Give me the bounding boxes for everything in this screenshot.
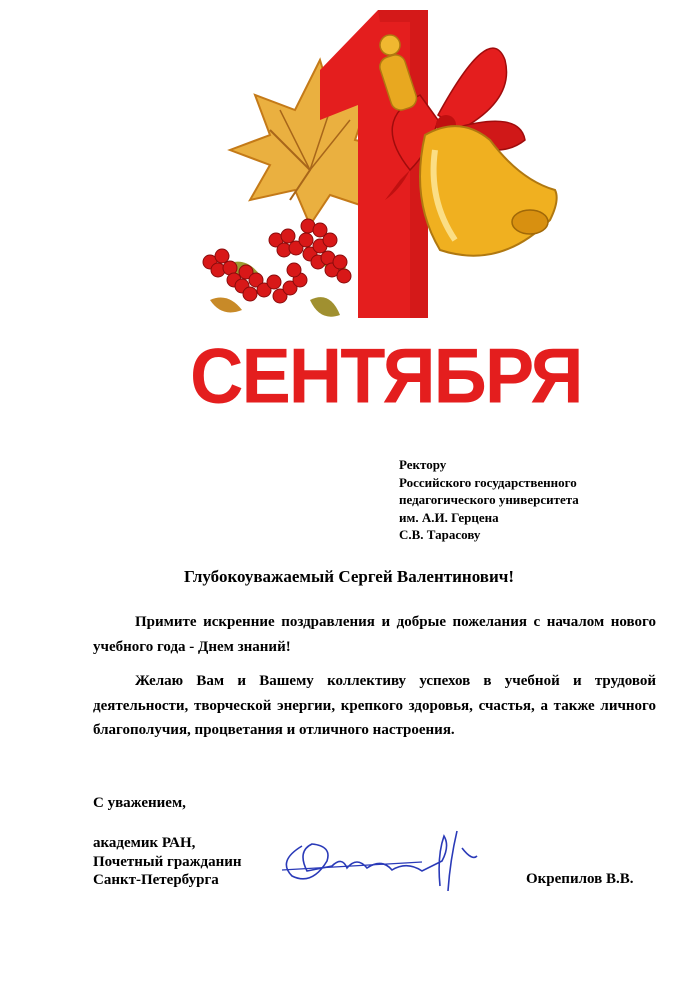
- signer-title-line: Санкт-Петербурга: [93, 872, 219, 888]
- letter-greeting: Глубокоуважаемый Сергей Валентинович!: [183, 567, 515, 586]
- addressee-block: [399, 456, 579, 544]
- signer-title-line: Почетный гражданин: [93, 853, 242, 870]
- addressee-line: им. А.И. Герцена: [399, 509, 499, 525]
- month-title: СЕНТЯБРЯ: [190, 331, 582, 420]
- addressee-line: педагогического университета: [399, 492, 579, 507]
- body-paragraph: Примите искренние поздравления и добрые пожелания с началом нового учебного года - Днем знаний!: [93, 614, 656, 655]
- body-paragraph: Желаю Вам и Вашему коллективу успехов в учебной и трудовой деятельности, творческой энергии, крепкого здоровья, счастья, а также личного благополучия, процветания и отличного настроения.: [93, 673, 656, 738]
- addressee-line: Российского государственного: [399, 474, 577, 490]
- signer-name: Окрепилов В.В.: [526, 871, 634, 887]
- addressee-line: Ректору: [399, 457, 447, 472]
- signer-title-line: академик РАН,: [93, 835, 196, 851]
- rowan-berries-icon: [203, 219, 351, 303]
- signer-title-block: [93, 834, 242, 890]
- closing-regards: С уважением,: [93, 795, 186, 811]
- handwritten-signature: [272, 826, 492, 896]
- letter-body: [93, 610, 656, 753]
- addressee-line: С.В. Тарасову: [399, 527, 481, 542]
